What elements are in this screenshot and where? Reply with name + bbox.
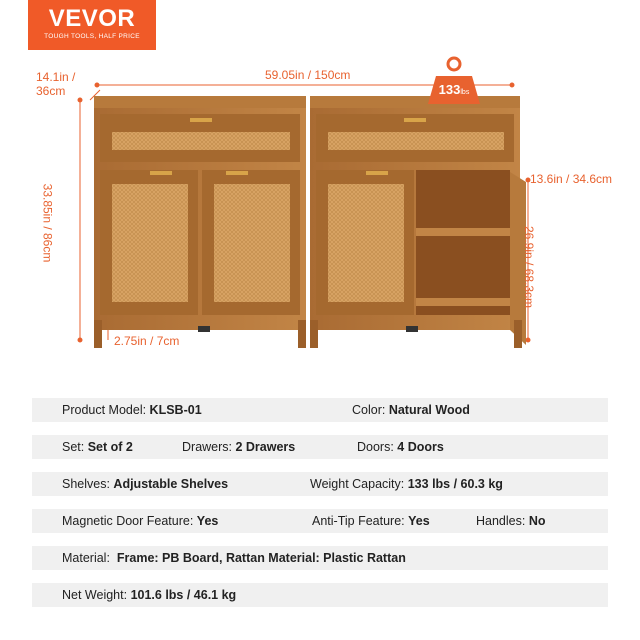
logo-tagline: TOUGH TOOLS, HALF PRICE (44, 33, 140, 40)
spec-row (32, 472, 608, 496)
spec-material: Material: Frame: PB Board, Rattan Material: Plastic Rattan (62, 551, 406, 565)
spec-row (32, 509, 608, 533)
spec-row (32, 583, 608, 607)
leg-height-label: 2.75in / 7cm (114, 334, 180, 348)
spec-row (32, 435, 608, 459)
spec-row (32, 546, 608, 570)
spec-doors: Doors: 4 Doors (357, 440, 444, 454)
spec-net-weight: Net Weight: 101.6 lbs / 46.1 kg (62, 588, 237, 602)
spec-handles: Handles: No (476, 514, 546, 528)
weight-badge (430, 55, 478, 107)
spec-product-model: Product Model: KLSB-01 (62, 403, 202, 417)
spec-row (32, 398, 608, 422)
right-cabinet (310, 96, 526, 348)
inner-depth-label: 13.6in / 34.6cm (530, 172, 613, 186)
height-label: 33.85in / 86cm (40, 183, 55, 263)
spec-weight-capacity: Weight Capacity: 133 lbs / 60.3 kg (310, 477, 503, 491)
spec-set: Set: Set of 2 (62, 440, 133, 454)
inner-height-label: 26.9in / 68.3cm (522, 225, 537, 309)
spec-shelves: Shelves: Adjustable Shelves (62, 477, 229, 491)
left-cabinet (94, 96, 306, 348)
width-label: 59.05in / 150cm (265, 68, 351, 82)
depth-label: 14.1in / 36cm (36, 70, 76, 98)
logo-brand: VEVOR (48, 5, 136, 32)
weight-value: 133lbs (438, 82, 470, 97)
spec-magnetic-door: Magnetic Door Feature: Yes (62, 514, 219, 528)
spec-color: Color: Natural Wood (352, 403, 470, 417)
spec-anti-tip: Anti-Tip Feature: Yes (312, 514, 430, 528)
spec-drawers: Drawers: 2 Drawers (182, 440, 296, 454)
